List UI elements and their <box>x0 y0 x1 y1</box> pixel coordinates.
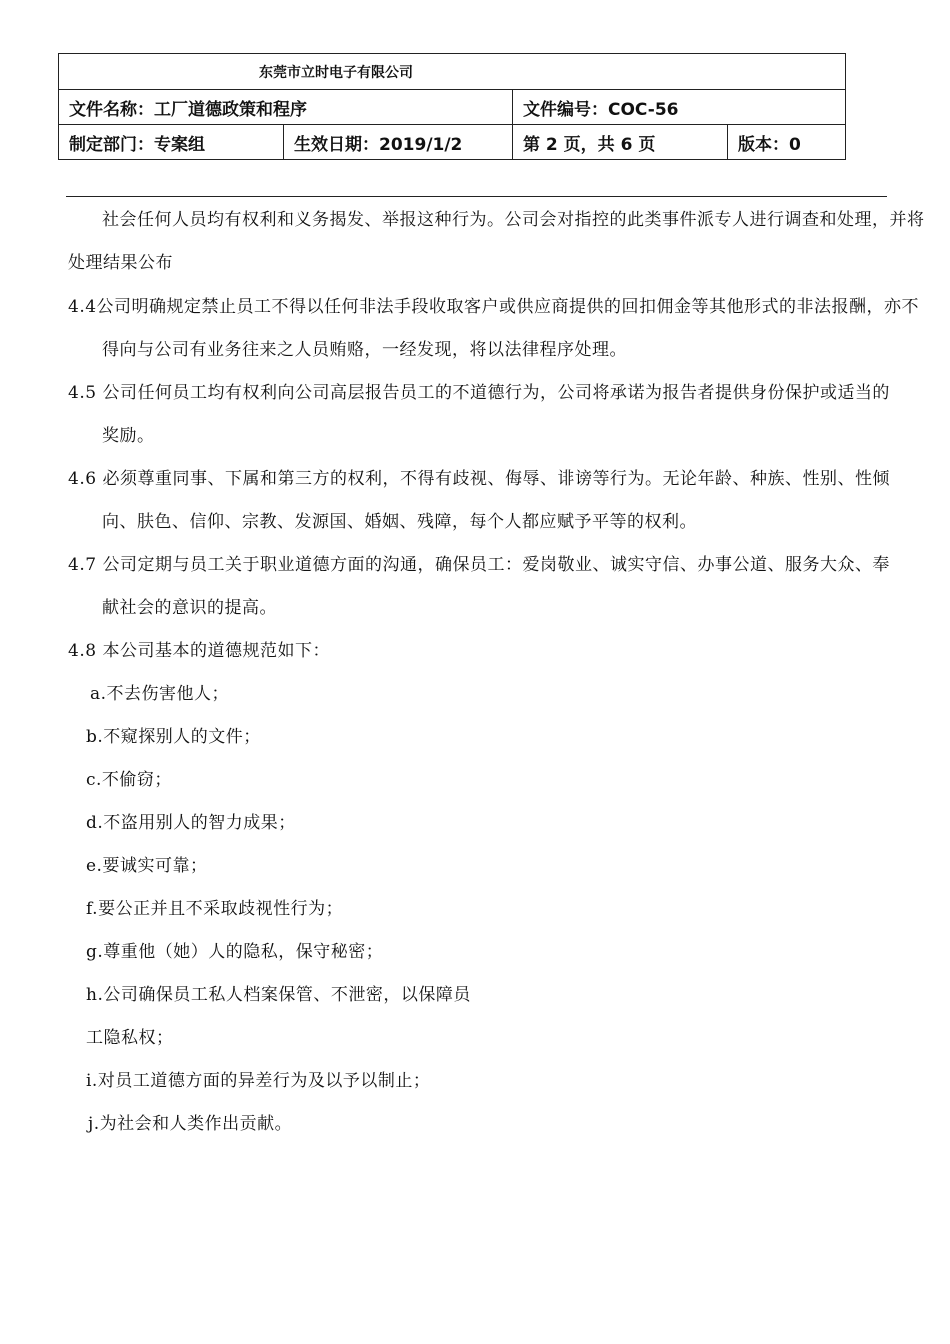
paragraph-line: 4.7 公司定期与员工关于职业道德方面的沟通，确保员工：爱岗敬业、诚实守信、办事公道、服务大众、奉 <box>68 555 890 575</box>
department: 制定部门：专案组 <box>59 125 284 160</box>
company-name: 东莞市立时电子有限公司 <box>59 54 846 90</box>
list-item: f.要公正并且不采取歧视性行为； <box>86 899 344 919</box>
file-name: 文件名称：工厂道德政策和程序 <box>59 90 513 125</box>
list-item: h.公司确保员工私人档案保管、不泄密，以保障员 <box>86 985 471 1005</box>
file-number: 文件编号：COC-56 <box>513 90 846 125</box>
list-item: b.不窥探别人的文件； <box>86 727 261 747</box>
paragraph-line: 社会任何人员均有权利和义务揭发、举报这种行为。公司会对指控的此类事件派专人进行调查和处理，并将 <box>102 210 925 230</box>
list-item: 工隐私权； <box>86 1028 174 1048</box>
version: 版本：0 <box>728 125 846 160</box>
paragraph-line: 4.5 公司任何员工均有权利向公司高层报告员工的不道德行为，公司将承诺为报告者提供身份保护或适当的 <box>68 383 890 403</box>
list-item: a.不去伤害他人； <box>90 684 230 704</box>
page-number: 第 2 页，共 6 页 <box>513 125 728 160</box>
list-item: d.不盗用别人的智力成果； <box>86 813 296 833</box>
list-item: i.对员工道德方面的异差行为及以予以制止； <box>86 1071 431 1091</box>
paragraph-line: 4.8 本公司基本的道德规范如下： <box>68 641 330 661</box>
paragraph-line: 得向与公司有业务往来之人员贿赂，一经发现，将以法律程序处理。 <box>102 340 627 360</box>
paragraph-line: 4.6 必须尊重同事、下属和第三方的权利，不得有歧视、侮辱、诽谤等行为。无论年龄、种族、性别、性倾 <box>68 469 890 489</box>
list-item: g.尊重他（她）人的隐私，保守秘密； <box>86 942 384 962</box>
list-item: c.不偷窃； <box>86 770 172 790</box>
list-item: j.为社会和人类作出贡献。 <box>88 1114 293 1134</box>
paragraph-line: 献社会的意识的提高。 <box>102 598 277 618</box>
effective-date: 生效日期：2019/1/2 <box>284 125 513 160</box>
document-header-table <box>58 53 846 160</box>
paragraph-line: 处理结果公布 <box>68 253 173 273</box>
paragraph-line: 奖励。 <box>102 426 155 446</box>
list-item: e.要诚实可靠； <box>86 856 208 876</box>
paragraph-line: 4.4公司明确规定禁止员工不得以任何非法手段收取客户或供应商提供的回扣佣金等其他形式的非法报酬，亦不 <box>68 297 920 317</box>
paragraph-line: 向、肤色、信仰、宗教、发源国、婚姻、残障，每个人都应赋予平等的权利。 <box>102 512 697 532</box>
header-divider <box>66 196 887 197</box>
